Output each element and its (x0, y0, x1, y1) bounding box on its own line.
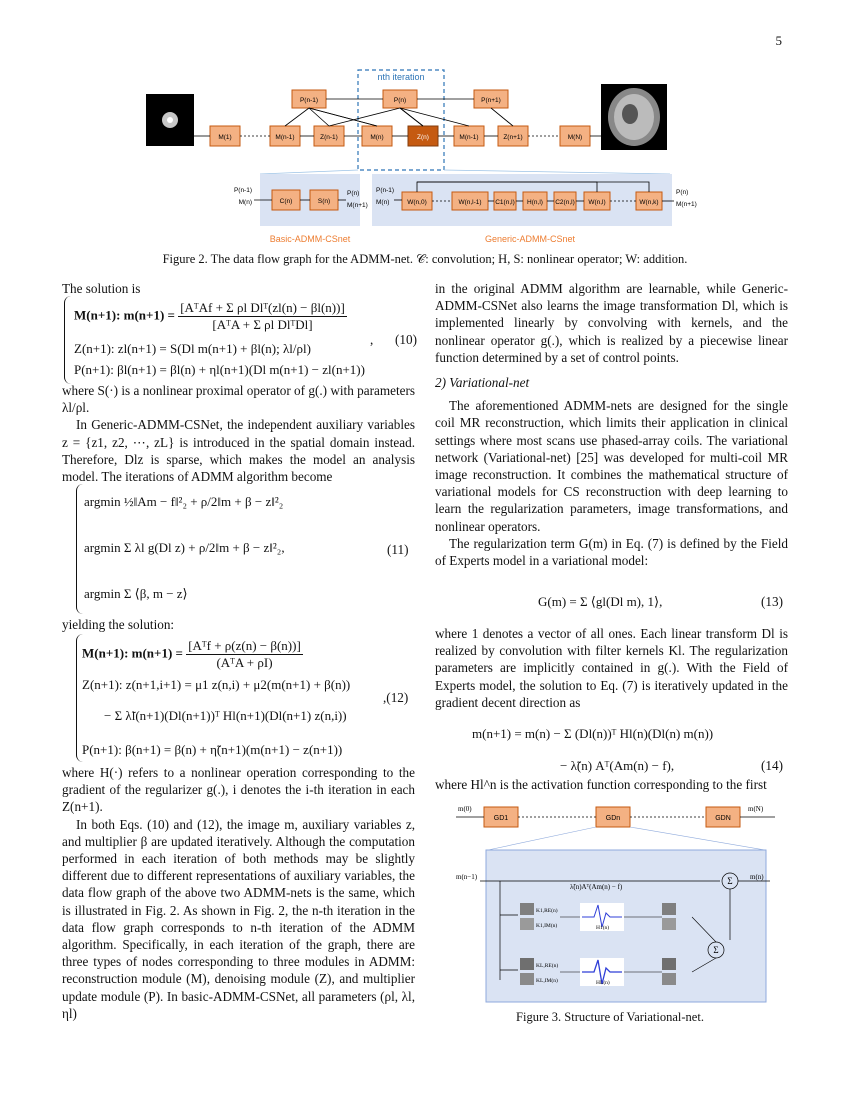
node-p-prev-label: P(n-1) (299, 97, 319, 104)
node-m-next-label: M(n-1) (459, 134, 479, 141)
right-paragraphs-2 (435, 625, 788, 711)
right-p3: The regularization term G(m) in Eq. (7) is defined by the Field of Experts model in a variational model: (435, 535, 788, 569)
generic-w0-label: W(n,0) (407, 199, 427, 206)
left-p1: where S(·) is a nonlinear proximal operator of g(.) with parameters λl/ρl. (62, 383, 415, 416)
kernel-1-im-t (662, 918, 676, 930)
kernel-L-re-t (662, 958, 676, 970)
right-p5: where Hl^n is the activation function corresponding to the first (435, 777, 767, 792)
eq11-line-2: argmin Σ λl g(Dl z) + ρ/2‖m + β − z‖²₂, (84, 540, 285, 555)
node-z-next-label: Z(n+1) (503, 134, 523, 141)
eq12-lhs-1: M(n+1): m(n+1) = (82, 645, 183, 661)
eq12-line-3: − Σ λ̃l(n+1)(Dl(n+1))ᵀ Hl(n+1)(Dl(n+1) z(n,i)) (104, 708, 347, 723)
left-paragraphs-2 (62, 764, 415, 1022)
fig3-input-label: m(0) (458, 805, 472, 813)
right-p2: The aforementioned ADMM-nets are designed for the single coil MR reconstruction, which limits their application in clinical settings where most scans use phased-array coils. The variational network (Variational-net) [25] was developed for multi-coil MR image reconstruction. It combines the mathematical structure of variational models for CS reconstruction with deep learning to learn the regularization parameters, image transformations, and nonlinear operators. (435, 398, 788, 534)
eq10-line-1 (74, 300, 347, 333)
fig3-data-term: λ̃(n)Aᵀ(Am(n) − f) (570, 883, 623, 891)
fig3-inner-input: m(n−1) (456, 873, 478, 881)
eq12-line-4: P(n+1): β(n+1) = β(n) + η̃(n+1)(m(n+1) − z(n+1)) (82, 742, 343, 757)
kernel-L-im (520, 973, 534, 985)
nth-iteration-box (358, 70, 444, 170)
left-p3: where H(·) refers to a nonlinear operation corresponding to the gradient of the regularizer g(.), i denotes the i-th iteration in each Z(n+1). (62, 765, 415, 815)
left-yielding (62, 616, 415, 633)
generic-in-m: M(n) (376, 199, 390, 206)
right-paragraphs-3 (435, 776, 788, 793)
right-p4: where 1 denotes a vector of all ones. Each linear transform Dl is realized by convolution with filter kernels Kl. The regularization parameters are implicitly contained in g(.). With the Field of Experts model, the solution to Eq. (7) is iteratively updated in the gradient decent direction as (435, 626, 788, 710)
eq14-b: − λ̃(n) Aᵀ(Am(n) − f), (560, 758, 675, 773)
kernel-1-im (520, 918, 534, 930)
right-heading: 2) Variational-net (435, 375, 530, 391)
left-p4: In both Eqs. (10) and (12), the image m, auxiliary variables z, and multiplier β are updated iteratively. Although the computation performed in each iteration of both methods may be slightly different due to different representations of auxiliary variables, the data flow graph of the above two ADMM-nets is the same, which is illustrated in Fig. 2. As shown in Fig. 2, the n-th iteration in the data flow graph corresponds to n-th iteration of the ADMM algorithm. Specifically, in each iteration of the graph, there are three types of nodes corresponding to three modules in ADMM: reconstruction module (M), denoising module (Z), and multiplier update module (P). In basic-ADMM-CSNet, all parameters (ρl, λl, ηl) (62, 816, 415, 1021)
act-label-L: HL(n) (596, 980, 610, 986)
generic-h-label: H(n,l) (527, 199, 543, 206)
left-yielding-text: yielding the solution: (62, 617, 175, 632)
sum-top-symbol: Σ (727, 876, 733, 886)
kernel-L-im-t (662, 973, 676, 985)
gd-n-label: GDn (605, 815, 621, 822)
generic-wl1-label: W(n,l-1) (458, 199, 482, 206)
eq10-denominator: [AᵀA + Σ ρl DlᵀDl] (212, 317, 313, 332)
eq14-a: m(n+1) = m(n) − Σ (Dl(n))ᵀ Hl(n)(Dl(n) m(n)) (472, 726, 714, 741)
eq11-number: (11) (387, 542, 409, 557)
kernel-label-1: K1,RE(n) (536, 908, 558, 914)
iteration-label: nth iteration (377, 72, 425, 82)
generic-wl-label: W(n,l) (588, 199, 606, 206)
eq12-line-2: Z(n+1): z(n+1,i+1) = μ1 z(n,i) + μ2(m(n+1) + β(n)) (82, 677, 351, 692)
node-p-next-label: P(n+1) (481, 97, 501, 104)
eq13-number: (13) (761, 594, 783, 609)
node-z-n-label: Z(n) (417, 134, 429, 141)
generic-c1-label: C1(n,l) (495, 199, 515, 206)
sum-bottom-symbol: Σ (713, 945, 719, 955)
left-p2: In Generic-ADMM-CSNet, the independent auxiliary variables z = {z1, z2, ⋯, zL} is introduced in the spatial domain instead. Therefore, Dlz is sparse, which makes the model an analysis model. The iterations of ADMM algorithm become (62, 417, 415, 485)
eq12-fraction (186, 638, 303, 671)
right-p1: in the original ADMM algorithm are learnable, while Generic-ADMM-CSNet also learns the image transformation Dl, which is implemented linearly by convolving with kernels, and the nonlinear operator g(.), which is realized by a piecewise linear function determined by a set of control points. (435, 281, 788, 365)
figure-3-diagram (430, 795, 790, 1010)
eq10-numerator: [AᵀAf + Σ ρl Dlᵀ(zl(n) − βl(n))] (180, 300, 345, 315)
eq12-number: ,(12) (383, 690, 409, 705)
eq12-numerator: [Aᵀf + ρ(z(n) − β(n))] (188, 638, 301, 653)
fig3-output-label: m(N) (748, 805, 764, 813)
eq11-line-3: argmin Σ ⟨β, m − z⟩ (84, 586, 188, 601)
node-p-n-label: P(n) (393, 97, 407, 104)
basic-out-p: P(n) (347, 190, 360, 197)
generic-wk-label: W(n,k) (639, 199, 659, 206)
left-paragraphs-1 (62, 382, 415, 485)
eq13: G(m) = Σ ⟨gl(Dl m), 1⟩, (538, 594, 663, 609)
generic-in-p: P(n-1) (376, 187, 395, 194)
node-z-prev-label: Z(n-1) (320, 134, 338, 141)
kernel-label-2: K1,IM(n) (536, 923, 558, 929)
figure-3-caption: Figure 3. Structure of Variational-net. (516, 1010, 704, 1024)
page-number: 5 (775, 33, 782, 48)
node-m-N-label: M(N) (567, 134, 583, 141)
gd-1-label: GD1 (493, 815, 509, 822)
eq11-line-1: argmin ½‖Am − f‖²₂ + ρ/2‖m + β − z‖²₂ (84, 494, 284, 509)
kernel-label-3: KL,RE(n) (536, 963, 559, 969)
node-m-1-label: M(1) (218, 134, 232, 141)
eq10-lhs-1: M(n+1): m(n+1) = (74, 307, 175, 323)
left-intro-text: The solution is (62, 281, 141, 296)
basic-label: Basic-ADMM-CSnet (269, 234, 351, 244)
basic-in-p: P(n-1) (233, 187, 252, 194)
eq12-denominator: (AᵀA + ρI) (216, 655, 273, 670)
eq10-fraction (178, 300, 347, 333)
basic-in-m: M(n) (238, 199, 252, 206)
kernel-1-re-t (662, 903, 676, 915)
eq14-number: (14) (761, 758, 783, 773)
eq11-brace (76, 484, 83, 614)
kernel-label-4: KL,IM(n) (536, 978, 558, 984)
eq10-comma: , (370, 332, 374, 347)
eq10-line-3: P(n+1): βl(n+1) = βl(n) + ηl(n+1)(Dl m(n+1) − zl(n+1)) (74, 362, 365, 377)
node-m-n-label: M(n) (370, 134, 384, 141)
generic-out-p: P(n) (676, 189, 689, 196)
figure-2-diagram (140, 62, 720, 250)
generic-label: Generic-ADMM-CSnet (484, 234, 576, 244)
left-intro (62, 280, 415, 297)
kernel-1-re (520, 903, 534, 915)
act-label-1: H1(n) (596, 925, 610, 931)
node-m-prev-label: M(n-1) (275, 134, 295, 141)
generic-out-m: M(n+1) (676, 201, 697, 208)
basic-out-m: M(n+1) (347, 202, 368, 209)
basic-s-label: S(n) (317, 198, 331, 205)
eq10-number: (10) (395, 332, 417, 347)
figure-2-caption: Figure 2. The data flow graph for the ADMM-net. 𝒞: convolution; H, S: nonlinear operator; W: addition. (162, 252, 688, 266)
fig3-inner-output: m(n) (750, 873, 764, 881)
right-paragraphs-1 (435, 280, 788, 569)
gd-N-label: GDN (715, 815, 731, 822)
eq12-line-1 (82, 638, 303, 671)
eq10-brace (64, 296, 71, 384)
eq10-line-2: Z(n+1): zl(n+1) = S(Dl m(n+1) + βl(n); λl/ρl) (74, 341, 311, 356)
basic-c-label: C(n) (279, 198, 293, 205)
generic-c2-label: C2(n,l) (555, 199, 575, 206)
kernel-L-re (520, 958, 534, 970)
